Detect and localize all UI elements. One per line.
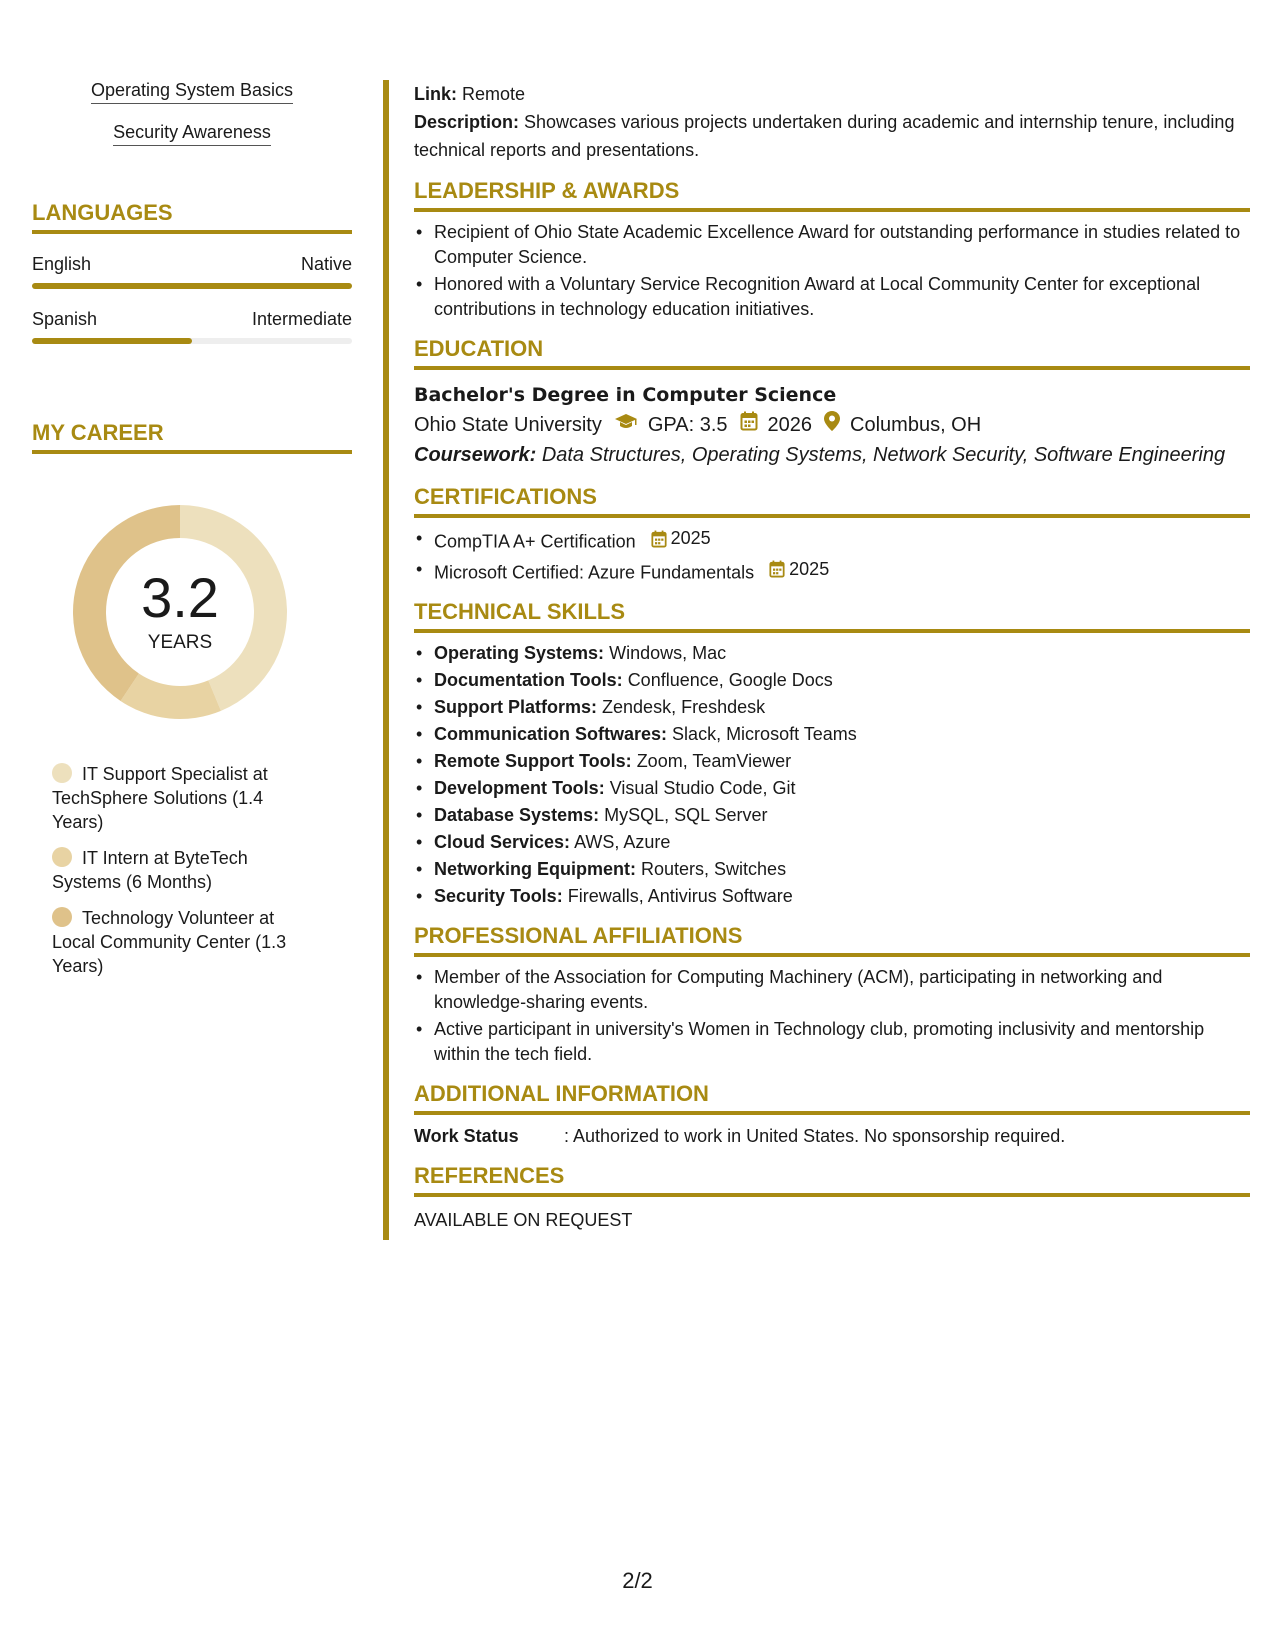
certification-date	[769, 557, 829, 582]
calendar-icon	[740, 410, 758, 440]
list-item: • Recipient of Ohio State Academic Excellence Award for outstanding performance in studies related to Computer Science.	[414, 220, 1250, 270]
skill-value: Firewalls, Antivirus Software	[567, 886, 793, 906]
skill-value: AWS, Azure	[574, 832, 671, 852]
certification-name: CompTIA A+ Certification	[434, 531, 636, 552]
calendar-icon	[651, 530, 667, 548]
work-status-value: : Authorized to work in United States. No sponsorship required.	[564, 1126, 1066, 1146]
skill-label: Communication Softwares:	[434, 724, 668, 744]
additional-info-title: ADDITIONAL INFORMATION	[414, 1081, 1250, 1115]
legend-dot-icon	[52, 907, 72, 927]
description-value: Showcases various projects undertaken during academic and internship tenure, including technical reports and presentations.	[414, 112, 1235, 160]
list-item	[414, 884, 1250, 909]
career-title: MY CAREER	[32, 420, 352, 454]
skill-label: Database Systems:	[434, 805, 600, 825]
legend-dot-icon	[52, 847, 72, 867]
skills-list	[414, 641, 1250, 909]
description-label: Description:	[414, 112, 520, 132]
skills-title: TECHNICAL SKILLS	[414, 599, 1250, 633]
left-column	[32, 80, 352, 990]
legend-dot-icon	[52, 763, 72, 783]
education-gpa: GPA: 3.5	[647, 414, 728, 436]
list-item	[414, 722, 1250, 747]
skill-label: Documentation Tools:	[434, 670, 623, 690]
skill-label: Operating Systems:	[434, 643, 605, 663]
list-item	[414, 557, 1250, 586]
career-legend-text: IT Intern at ByteTech Systems (6 Months)	[52, 848, 248, 892]
language-entry	[32, 309, 352, 344]
certifications-list	[414, 526, 1250, 585]
list-item	[414, 749, 1250, 774]
coursework-label: Coursework:	[414, 444, 537, 466]
certification-year: 2025	[670, 528, 711, 548]
list-item	[414, 857, 1250, 882]
education-title: EDUCATION	[414, 336, 1250, 370]
list-item	[414, 776, 1250, 801]
skill-value: Zoom, TeamViewer	[636, 751, 792, 771]
language-level: Native	[300, 254, 352, 274]
education-degree: Bachelor's Degree in Computer Science	[414, 384, 837, 406]
language-name: English	[32, 254, 92, 274]
certifications-title: CERTIFICATIONS	[414, 484, 1250, 518]
skill-value: Zendesk, Freshdesk	[602, 697, 766, 717]
references-title: REFERENCES	[414, 1163, 1250, 1197]
list-item	[414, 830, 1250, 855]
certification-name: Microsoft Certified: Azure Fundamentals	[434, 562, 755, 582]
course-list	[32, 80, 352, 164]
list-item: • Active participant in university's Women in Technology club, promoting inclusivity and mentorship within the tech field.	[414, 1017, 1250, 1067]
link-value: Remote	[462, 84, 526, 104]
list-item	[414, 695, 1250, 720]
work-status-row	[414, 1123, 1250, 1149]
skill-label: Development Tools:	[434, 778, 605, 798]
skill-label: Support Platforms:	[434, 697, 598, 717]
link-label: Link:	[414, 84, 457, 104]
skill-label: Cloud Services:	[434, 832, 571, 852]
career-section	[32, 420, 352, 978]
skill-value: Routers, Switches	[641, 859, 787, 879]
leadership-title: LEADERSHIP & AWARDS	[414, 178, 1250, 212]
leadership-list	[414, 220, 1250, 322]
skill-value: Confluence, Google Docs	[627, 670, 833, 690]
references-value: AVAILABLE ON REQUEST	[414, 1210, 633, 1230]
language-proficiency-fill	[32, 338, 192, 344]
career-legend	[32, 762, 292, 978]
calendar-icon	[769, 560, 785, 578]
education-meta	[414, 410, 1250, 440]
certification-year: 2025	[789, 558, 830, 579]
career-total-unit: YEARS	[147, 632, 213, 653]
career-legend-item	[52, 906, 292, 978]
graduation-cap-icon	[614, 410, 638, 440]
project-description	[414, 108, 1250, 164]
list-item: • Honored with a Voluntary Service Recognition Award at Local Community Center for exceptional contributions in technology education initiatives.	[414, 272, 1250, 322]
skill-value: Visual Studio Code, Git	[609, 778, 796, 798]
column-divider	[383, 80, 389, 1240]
education-coursework	[414, 440, 1250, 470]
skill-value: MySQL, SQL Server	[604, 805, 768, 825]
skill-label: Security Tools:	[434, 886, 563, 906]
skill-value: Windows, Mac	[609, 643, 727, 663]
languages-section	[32, 200, 352, 344]
donut-center	[66, 498, 294, 726]
languages-title: LANGUAGES	[32, 200, 352, 234]
list-item	[414, 668, 1250, 693]
right-column	[414, 80, 1250, 1233]
career-legend-text: Technology Volunteer at Local Community Center (1.3 Years)	[52, 908, 287, 976]
skill-label: Networking Equipment:	[434, 859, 636, 879]
education-year: 2026	[767, 414, 813, 436]
list-item: • Member of the Association for Computing Machinery (ACM), participating in networking and knowledge-sharing events.	[414, 965, 1250, 1015]
language-entry	[32, 254, 352, 289]
list-item	[414, 641, 1250, 666]
course-item: Security Awareness	[113, 122, 271, 146]
coursework-value: Data Structures, Operating Systems, Network Security, Software Engineering	[541, 444, 1226, 466]
language-proficiency-bar	[32, 338, 352, 344]
certification-date	[651, 526, 711, 551]
language-level: Intermediate	[251, 309, 352, 329]
career-legend-item	[52, 846, 292, 894]
list-item	[414, 803, 1250, 828]
map-pin-icon	[824, 410, 840, 440]
career-legend-item	[52, 762, 292, 834]
education-location: Columbus, OH	[850, 414, 982, 436]
language-name: Spanish	[32, 309, 98, 329]
work-status-label: Work Status	[414, 1126, 519, 1146]
language-proficiency-bar	[32, 283, 352, 289]
affiliations-title: PROFESSIONAL AFFILIATIONS	[414, 923, 1250, 957]
career-donut-chart	[66, 498, 294, 726]
course-item: Operating System Basics	[91, 80, 293, 104]
career-legend-text: IT Support Specialist at TechSphere Solutions (1.4 Years)	[52, 764, 268, 832]
skill-label: Remote Support Tools:	[434, 751, 632, 771]
career-total-years: 3.2	[141, 566, 219, 629]
page-number: 2/2	[622, 1568, 653, 1593]
affiliations-list	[414, 965, 1250, 1067]
list-item	[414, 526, 1250, 555]
education-school: Ohio State University	[414, 414, 602, 436]
skill-value: Slack, Microsoft Teams	[672, 724, 857, 744]
project-link	[414, 80, 1250, 108]
language-proficiency-fill	[32, 283, 352, 289]
